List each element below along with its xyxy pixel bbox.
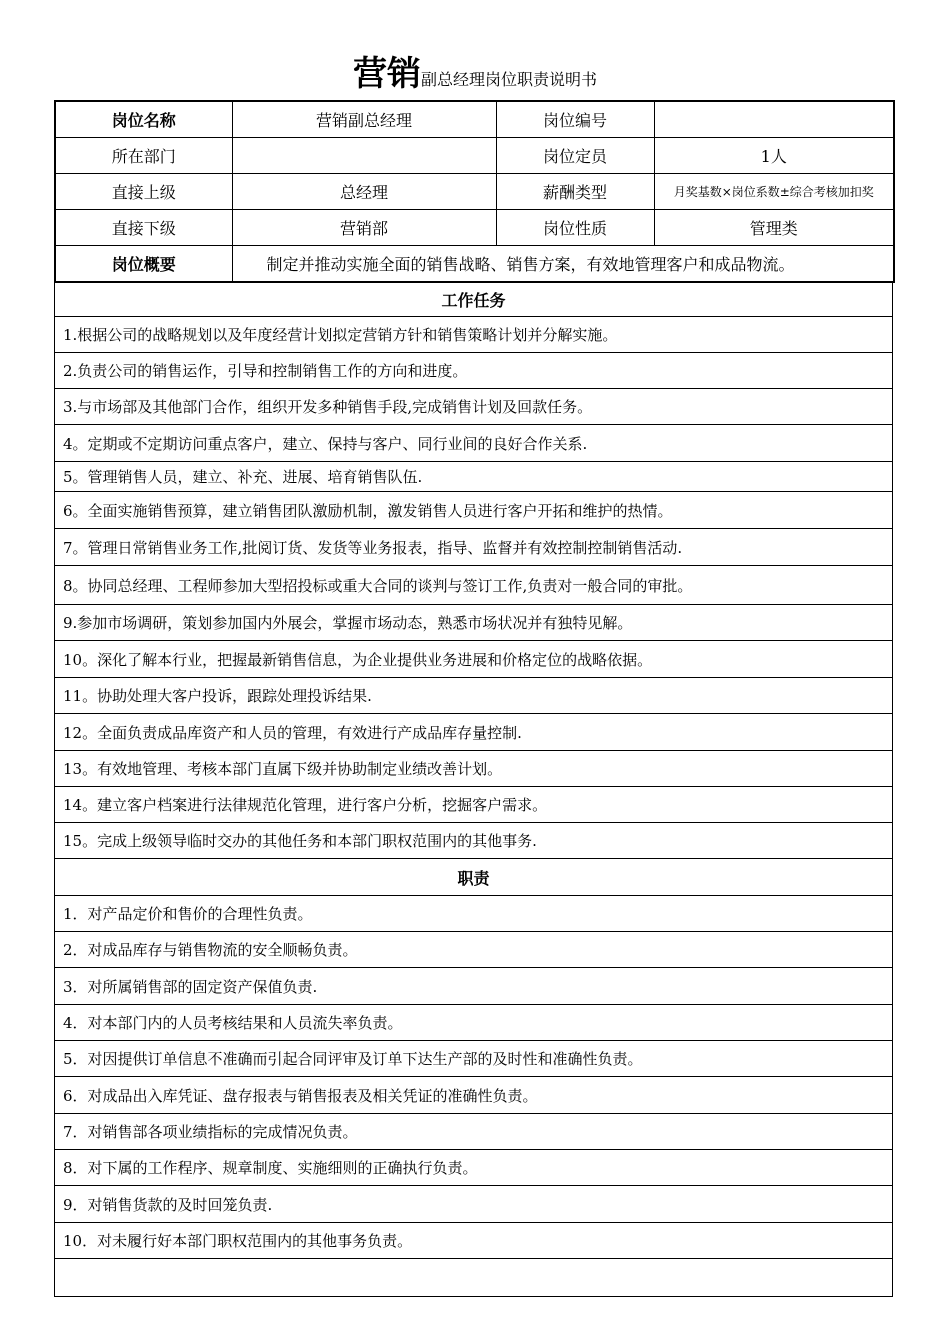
task-item: 7。管理日常销售业务工作,批阅订货、发货等业务报表，指导、监督并有效控制控制销售活动. — [55, 529, 892, 566]
value-direct-subordinate: 营销部 — [232, 210, 496, 246]
tasks-header: 工作任务 — [55, 282, 892, 317]
value-department — [232, 138, 496, 174]
duty-item: 6．对成品出入库凭证、盘存报表与销售报表及相关凭证的准确性负责。 — [55, 1077, 892, 1114]
label-direct-subordinate: 直接下级 — [55, 210, 232, 246]
task-item: 4。定期或不定期访问重点客户，建立、保持与客户、同行业间的良好合作关系. — [55, 425, 892, 462]
task-item: 12。全面负责成品库资产和人员的管理，有效进行产成品库存量控制. — [55, 714, 892, 751]
duty-item: 5．对因提供订单信息不准确而引起合同评审及订单下达生产部的及时性和准确性负责。 — [55, 1041, 892, 1077]
label-position-name: 岗位名称 — [55, 101, 232, 138]
task-item: 14。建立客户档案进行法律规范化管理，进行客户分析，挖掘客户需求。 — [55, 787, 892, 823]
duty-item: 1．对产品定价和售价的合理性负责。 — [55, 896, 892, 932]
duty-item: 8．对下属的工作程序、规章制度、实施细则的正确执行负责。 — [55, 1150, 892, 1186]
task-item: 11。协助处理大客户投诉，跟踪处理投诉结果. — [55, 678, 892, 714]
label-position-nature: 岗位性质 — [496, 210, 654, 246]
duty-item: 3．对所属销售部的固定资产保值负责. — [55, 968, 892, 1005]
task-item: 2.负责公司的销售运作，引导和控制销售工作的方向和进度。 — [55, 353, 892, 389]
label-position-number: 岗位编号 — [496, 101, 654, 138]
title-sub: 副总经理岗位职责说明书 — [420, 70, 597, 89]
label-direct-superior: 直接上级 — [55, 174, 232, 210]
task-item: 13。有效地管理、考核本部门直属下级并协助制定业绩改善计划。 — [55, 751, 892, 787]
task-item: 5。管理销售人员，建立、补充、进展、培育销售队伍. — [55, 462, 892, 492]
value-position-nature: 管理类 — [654, 210, 894, 246]
value-direct-superior: 总经理 — [232, 174, 496, 210]
task-item: 15。完成上级领导临时交办的其他任务和本部门职权范围内的其他事务. — [55, 823, 892, 859]
value-position-name: 营销副总经理 — [232, 101, 496, 138]
info-row — [55, 210, 894, 246]
value-position-number — [654, 101, 894, 138]
value-salary-type: 月奖基数×岗位系数±综合考核加扣奖 — [654, 174, 894, 210]
task-item: 1.根据公司的战略规划以及年度经营计划拟定营销方针和销售策略计划并分解实施。 — [55, 317, 892, 353]
title-main: 营销 — [352, 54, 421, 94]
label-department: 所在部门 — [55, 138, 232, 174]
value-overview: 制定并推动实施全面的销售战略、销售方案，有效地管理客户和成品物流。 — [232, 246, 894, 283]
task-item: 9.参加市场调研，策划参加国内外展会，掌握市场动态，熟悉市场状况并有独特见解。 — [55, 605, 892, 641]
document-title — [0, 52, 950, 102]
info-row — [55, 101, 894, 138]
label-headcount: 岗位定员 — [496, 138, 654, 174]
overview-row — [55, 246, 894, 283]
info-row — [55, 138, 894, 174]
empty-row — [55, 1259, 892, 1296]
info-row — [55, 174, 894, 210]
label-overview: 岗位概要 — [55, 246, 232, 283]
task-item: 6。全面实施销售预算，建立销售团队激励机制，激发销售人员进行客户开拓和维护的热情。 — [55, 492, 892, 529]
duty-item: 9．对销售货款的及时回笼负责. — [55, 1186, 892, 1223]
duty-item: 7．对销售部各项业绩指标的完成情况负责。 — [55, 1114, 892, 1150]
value-headcount: 1人 — [654, 138, 894, 174]
task-item: 10。深化了解本行业，把握最新销售信息，为企业提供业务进展和价格定位的战略依据。 — [55, 641, 892, 678]
duty-item: 10．对未履行好本部门职权范围内的其他事务负责。 — [55, 1223, 892, 1259]
duties-header: 职责 — [55, 859, 892, 896]
task-item: 8。协同总经理、工程师参加大型招投标或重大合同的谈判与签订工作,负责对一般合同的审批。 — [55, 566, 892, 605]
label-salary-type: 薪酬类型 — [496, 174, 654, 210]
job-info-table — [54, 100, 895, 283]
sections-block — [54, 282, 893, 1297]
duty-item: 2．对成品库存与销售物流的安全顺畅负责。 — [55, 932, 892, 968]
task-item: 3.与市场部及其他部门合作，组织开发多种销售手段,完成销售计划及回款任务。 — [55, 389, 892, 425]
duty-item: 4．对本部门内的人员考核结果和人员流失率负责。 — [55, 1005, 892, 1041]
